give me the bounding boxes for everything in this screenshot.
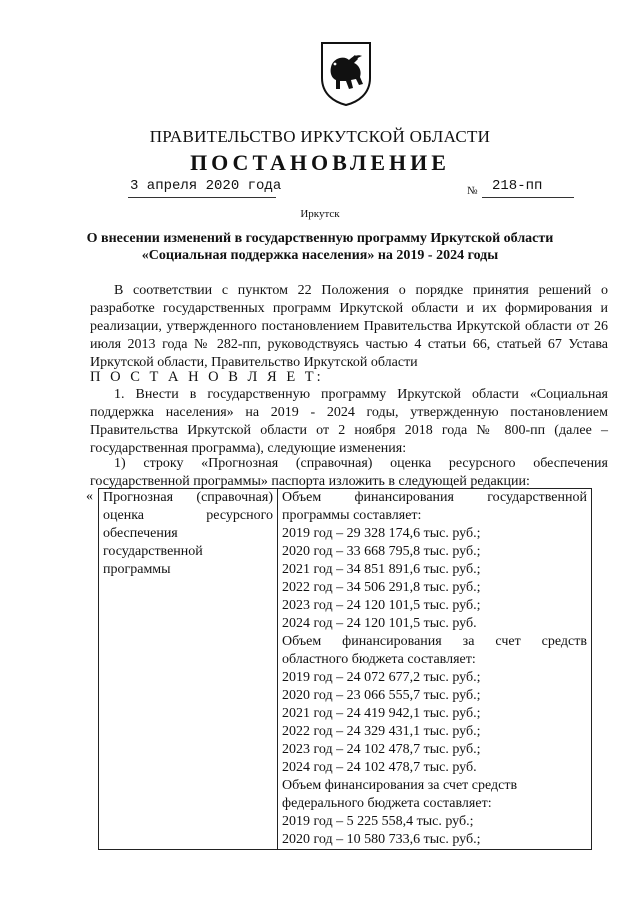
item-1-paragraph: 1. Внести в государственную программу Иркутской области «Социальная поддержка населения» на 2019 - 2024 годы, утвержденную постановлением Правительства Иркутской области от 2 ноября 2018 года № 800-пп (далее – государственная программа), следующие изменения: <box>90 387 608 456</box>
list-item: 2021 год – 24 419 942,1 тыс. руб.; <box>282 706 481 721</box>
city-name: Иркутск <box>300 208 340 220</box>
table-row <box>99 489 592 850</box>
list-item: программы составляет: <box>282 508 422 523</box>
date-underline <box>128 197 276 198</box>
title-line-1: О внесении изменений в государственную программу Иркутской области <box>86 231 554 246</box>
list-item: 2020 год – 33 668 795,8 тыс. руб.; <box>282 544 481 559</box>
subitem-1-paragraph: 1) строку «Прогнозная (справочная) оценка ресурсного обеспечения государственной программы» паспорта изложить в следующей редакции: <box>90 456 608 489</box>
list-item: 2022 год – 24 329 431,1 тыс. руб.; <box>282 724 481 739</box>
list-item: Объем финансирования за счет средств <box>282 634 587 649</box>
document-number: 218-пп <box>492 178 543 194</box>
list-item: 2019 год – 29 328 174,6 тыс. руб.; <box>282 526 481 541</box>
list-item: 2024 год – 24 102 478,7 тыс. руб. <box>282 760 477 775</box>
list-item: 2021 год – 34 851 891,6 тыс. руб.; <box>282 562 481 577</box>
list-item: 2023 год – 24 120 101,5 тыс. руб.; <box>282 598 481 613</box>
document-title <box>80 230 560 264</box>
list-item: 2020 год – 10 580 733,6 тыс. руб.; <box>282 832 481 847</box>
list-item: 2019 год – 24 072 677,2 тыс. руб.; <box>282 670 481 685</box>
list-item: 2019 год – 5 225 558,4 тыс. руб.; <box>282 814 474 829</box>
list-item: федерального бюджета составляет: <box>282 796 492 811</box>
list-item: 2024 год – 24 120 101,5 тыс. руб. <box>282 616 477 631</box>
list-item: 2023 год – 24 102 478,7 тыс. руб.; <box>282 742 481 757</box>
list-item: 2022 год – 34 506 291,8 тыс. руб.; <box>282 580 481 595</box>
decree-word: П О С Т А Н О В Л Я Е Т: <box>90 369 324 385</box>
coat-of-arms-emblem <box>318 40 374 106</box>
row-label-cell: Прогнозная (справочная) оценка ресурсного обеспечения государственной программы <box>99 489 278 850</box>
row-value-cell <box>278 489 592 850</box>
preamble-paragraph: В соответствии с пунктом 22 Положения о порядке принятия решений о разработке государственных программ Иркутской области и их формирования и реализации, утвержденного постановлением Правительства Иркутской области от 26 июля 2013 года № 282-пп, руководствуясь частью 4 статьи 66, статьей 67 Устава Иркутской области, Правительство Иркутской области <box>90 283 608 370</box>
number-underline <box>482 197 574 198</box>
document-type-heading: ПОСТАНОВЛЕНИЕ <box>190 150 450 175</box>
list-item: Объем финансирования государственной <box>282 490 587 505</box>
list-item: 2020 год – 23 066 555,7 тыс. руб.; <box>282 688 481 703</box>
title-line-2: «Социальная поддержка населения» на 2019 - 2024 годы <box>141 248 499 263</box>
number-sign: № <box>467 185 478 197</box>
list-item: Объем финансирования за счет средств <box>282 778 518 793</box>
list-item: областного бюджета составляет: <box>282 652 476 667</box>
document-date: 3 апреля 2020 года <box>130 178 282 194</box>
passport-table <box>98 488 592 850</box>
organization-heading: ПРАВИТЕЛЬСТВО ИРКУТСКОЙ ОБЛАСТИ <box>149 127 491 146</box>
opening-quote: « <box>86 489 93 504</box>
